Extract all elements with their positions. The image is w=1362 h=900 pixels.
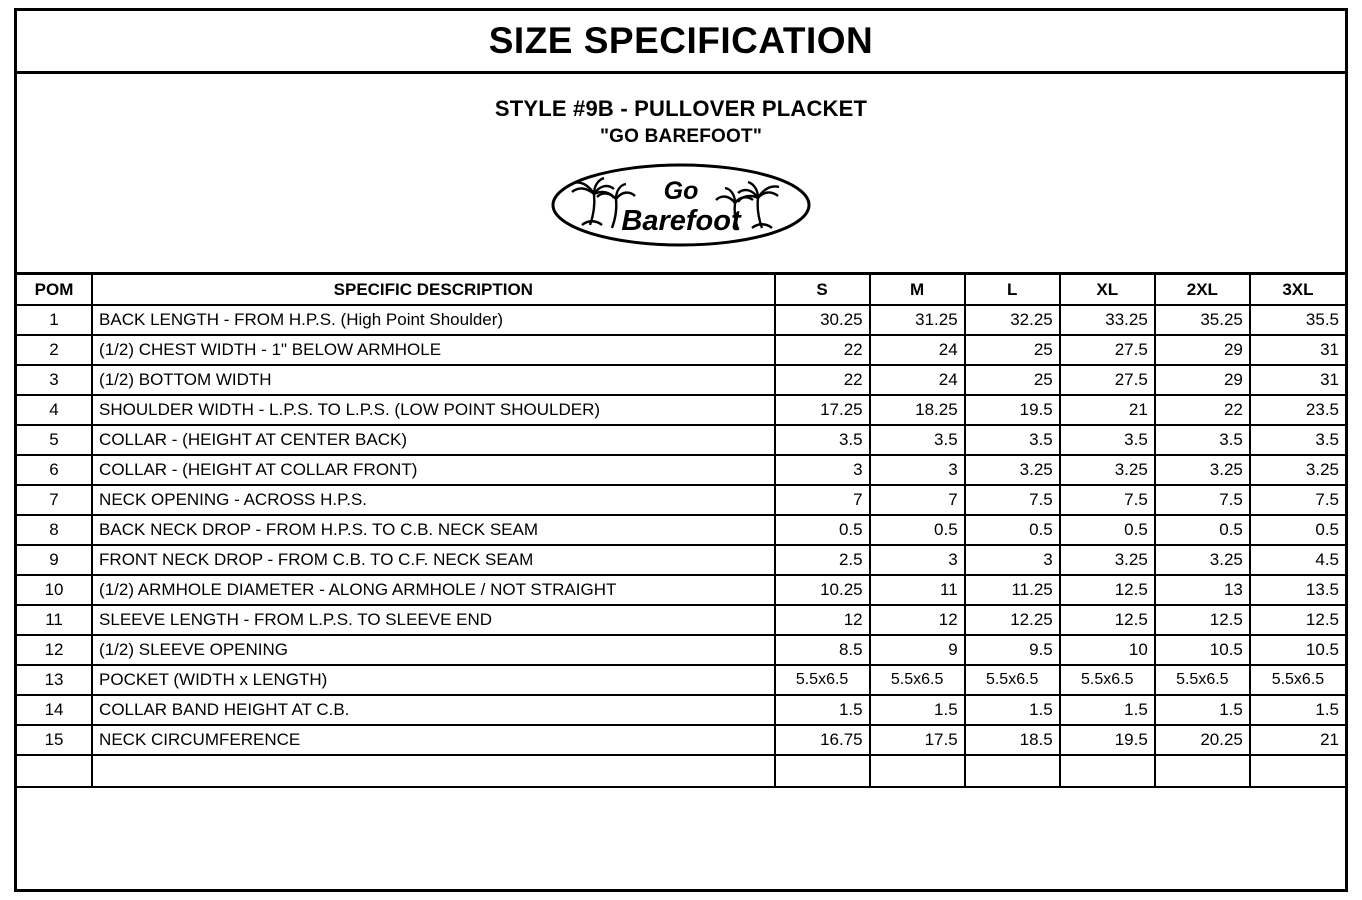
cell-size-l: 0.5 [965, 515, 1060, 545]
cell-pom: 3 [17, 365, 92, 395]
cell-description: BACK LENGTH - FROM H.P.S. (High Point Shoulder) [92, 305, 775, 335]
cell-description: SLEEVE LENGTH - FROM L.P.S. TO SLEEVE END [92, 605, 775, 635]
cell-size-3xl: 10.5 [1250, 635, 1345, 665]
cell-size-l: 3.5 [965, 425, 1060, 455]
table-row [17, 635, 1345, 665]
cell-size-2xl: 1.5 [1155, 695, 1250, 725]
header-size-m: M [870, 275, 965, 305]
cell-size-xl: 1.5 [1060, 695, 1155, 725]
cell-size-3xl: 7.5 [1250, 485, 1345, 515]
cell-size-s: 3.5 [775, 425, 870, 455]
cell-size-s: 0.5 [775, 515, 870, 545]
table-row [17, 365, 1345, 395]
table-row [17, 755, 1345, 787]
cell-size-m: 11 [870, 575, 965, 605]
style-name: STYLE #9B - PULLOVER PLACKET [494, 96, 868, 121]
cell-size-m: 12 [870, 605, 965, 635]
cell-size-m: 3 [870, 545, 965, 575]
cell-size-s: 3 [775, 455, 870, 485]
cell-size-m: 18.25 [870, 395, 965, 425]
cell-size-xl: 0.5 [1060, 515, 1155, 545]
cell-size-l: 1.5 [965, 695, 1060, 725]
table-row [17, 305, 1345, 335]
cell-description: NECK OPENING - ACROSS H.P.S. [92, 485, 775, 515]
cell-description: SHOULDER WIDTH - L.P.S. TO L.P.S. (LOW POINT SHOULDER) [92, 395, 775, 425]
table-row [17, 665, 1345, 695]
cell-size-m: 0.5 [870, 515, 965, 545]
cell-pom: 11 [17, 605, 92, 635]
cell-size-3xl: 21 [1250, 725, 1345, 755]
spec-sheet [14, 8, 1348, 892]
cell-size-s: 10.25 [775, 575, 870, 605]
table-row [17, 425, 1345, 455]
cell-size-l [965, 755, 1060, 787]
table-row [17, 605, 1345, 635]
table-row [17, 575, 1345, 605]
cell-size-3xl: 3.25 [1250, 455, 1345, 485]
table-row [17, 725, 1345, 755]
cell-size-2xl: 3.25 [1155, 455, 1250, 485]
cell-pom: 8 [17, 515, 92, 545]
cell-size-xl: 21 [1060, 395, 1155, 425]
cell-description: NECK CIRCUMFERENCE [92, 725, 775, 755]
cell-size-s: 8.5 [775, 635, 870, 665]
cell-size-2xl: 13 [1155, 575, 1250, 605]
header-size-xl: XL [1060, 275, 1155, 305]
cell-description: COLLAR BAND HEIGHT AT C.B. [92, 695, 775, 725]
cell-size-m: 1.5 [870, 695, 965, 725]
cell-description: (1/2) CHEST WIDTH - 1" BELOW ARMHOLE [92, 335, 775, 365]
size-spec-table [17, 275, 1345, 788]
cell-size-xl: 10 [1060, 635, 1155, 665]
cell-size-3xl: 13.5 [1250, 575, 1345, 605]
cell-size-2xl: 29 [1155, 335, 1250, 365]
cell-pom: 14 [17, 695, 92, 725]
cell-size-l: 3.25 [965, 455, 1060, 485]
cell-size-2xl: 7.5 [1155, 485, 1250, 515]
table-row [17, 695, 1345, 725]
cell-size-m [870, 755, 965, 787]
cell-description: BACK NECK DROP - FROM H.P.S. TO C.B. NECK SEAM [92, 515, 775, 545]
logo-text-top: Go [663, 177, 699, 205]
header-size-l: L [965, 275, 1060, 305]
table-row [17, 545, 1345, 575]
cell-size-l: 3 [965, 545, 1060, 575]
table-row [17, 515, 1345, 545]
cell-size-3xl: 23.5 [1250, 395, 1345, 425]
cell-size-3xl: 12.5 [1250, 605, 1345, 635]
cell-size-xl: 3.25 [1060, 455, 1155, 485]
cell-size-s: 17.25 [775, 395, 870, 425]
cell-size-m: 24 [870, 365, 965, 395]
cell-size-s: 5.5x6.5 [775, 665, 870, 695]
title-row [17, 11, 1345, 74]
cell-pom: 13 [17, 665, 92, 695]
cell-pom: 6 [17, 455, 92, 485]
cell-size-s [775, 755, 870, 787]
cell-size-m: 5.5x6.5 [870, 665, 965, 695]
cell-size-s: 22 [775, 365, 870, 395]
cell-size-s: 2.5 [775, 545, 870, 575]
table-row [17, 335, 1345, 365]
cell-size-3xl: 4.5 [1250, 545, 1345, 575]
cell-size-2xl: 22 [1155, 395, 1250, 425]
cell-size-xl: 5.5x6.5 [1060, 665, 1155, 695]
cell-size-l: 11.25 [965, 575, 1060, 605]
header-size-2xl: 2XL [1155, 275, 1250, 305]
cell-size-2xl: 29 [1155, 365, 1250, 395]
header-pom: POM [17, 275, 92, 305]
cell-size-l: 9.5 [965, 635, 1060, 665]
cell-size-l: 25 [965, 365, 1060, 395]
cell-size-l: 19.5 [965, 395, 1060, 425]
cell-size-3xl: 31 [1250, 365, 1345, 395]
cell-size-2xl: 3.25 [1155, 545, 1250, 575]
cell-size-s: 7 [775, 485, 870, 515]
cell-description: FRONT NECK DROP - FROM C.B. TO C.F. NECK SEAM [92, 545, 775, 575]
cell-size-xl: 12.5 [1060, 605, 1155, 635]
cell-pom: 15 [17, 725, 92, 755]
cell-size-3xl [1250, 755, 1345, 787]
cell-size-2xl: 0.5 [1155, 515, 1250, 545]
go-barefoot-logo-icon [550, 162, 812, 248]
cell-description: (1/2) BOTTOM WIDTH [92, 365, 775, 395]
cell-size-3xl: 5.5x6.5 [1250, 665, 1345, 695]
header-size-3xl: 3XL [1250, 275, 1345, 305]
header-description: SPECIFIC DESCRIPTION [92, 275, 775, 305]
cell-size-m: 31.25 [870, 305, 965, 335]
cell-size-xl: 3.5 [1060, 425, 1155, 455]
cell-pom: 7 [17, 485, 92, 515]
cell-size-2xl: 20.25 [1155, 725, 1250, 755]
cell-size-3xl: 1.5 [1250, 695, 1345, 725]
cell-size-s: 22 [775, 335, 870, 365]
cell-size-m: 7 [870, 485, 965, 515]
cell-size-xl [1060, 755, 1155, 787]
page-title: SIZE SPECIFICATION [488, 20, 874, 61]
cell-size-s: 30.25 [775, 305, 870, 335]
style-header-block [17, 74, 1345, 275]
cell-size-s: 1.5 [775, 695, 870, 725]
cell-size-xl: 3.25 [1060, 545, 1155, 575]
table-header-row [17, 275, 1345, 305]
cell-size-3xl: 31 [1250, 335, 1345, 365]
cell-size-s: 16.75 [775, 725, 870, 755]
cell-size-2xl [1155, 755, 1250, 787]
cell-size-3xl: 35.5 [1250, 305, 1345, 335]
cell-size-3xl: 0.5 [1250, 515, 1345, 545]
header-size-s: S [775, 275, 870, 305]
table-row [17, 395, 1345, 425]
cell-size-2xl: 3.5 [1155, 425, 1250, 455]
cell-pom: 1 [17, 305, 92, 335]
spec-table-container [17, 275, 1345, 889]
cell-description: (1/2) ARMHOLE DIAMETER - ALONG ARMHOLE / NOT STRAIGHT [92, 575, 775, 605]
cell-size-l: 5.5x6.5 [965, 665, 1060, 695]
cell-size-xl: 7.5 [1060, 485, 1155, 515]
table-row [17, 455, 1345, 485]
cell-size-l: 18.5 [965, 725, 1060, 755]
cell-description: (1/2) SLEEVE OPENING [92, 635, 775, 665]
brand-logo [550, 162, 812, 248]
cell-size-3xl: 3.5 [1250, 425, 1345, 455]
cell-size-2xl: 10.5 [1155, 635, 1250, 665]
cell-size-l: 7.5 [965, 485, 1060, 515]
cell-size-xl: 27.5 [1060, 335, 1155, 365]
cell-description: POCKET (WIDTH x LENGTH) [92, 665, 775, 695]
cell-description [92, 755, 775, 787]
cell-size-l: 32.25 [965, 305, 1060, 335]
cell-size-m: 17.5 [870, 725, 965, 755]
cell-size-xl: 27.5 [1060, 365, 1155, 395]
cell-pom: 5 [17, 425, 92, 455]
cell-pom: 9 [17, 545, 92, 575]
cell-size-m: 3 [870, 455, 965, 485]
cell-pom: 2 [17, 335, 92, 365]
cell-size-2xl: 5.5x6.5 [1155, 665, 1250, 695]
cell-size-xl: 19.5 [1060, 725, 1155, 755]
cell-size-xl: 12.5 [1060, 575, 1155, 605]
cell-description: COLLAR - (HEIGHT AT CENTER BACK) [92, 425, 775, 455]
cell-size-2xl: 12.5 [1155, 605, 1250, 635]
cell-size-m: 24 [870, 335, 965, 365]
cell-size-m: 9 [870, 635, 965, 665]
logo-text-bottom: Barefoot [621, 205, 741, 237]
brand-name: "GO BAREFOOT" [599, 126, 763, 147]
cell-pom: 10 [17, 575, 92, 605]
cell-pom: 12 [17, 635, 92, 665]
table-row [17, 485, 1345, 515]
cell-size-2xl: 35.25 [1155, 305, 1250, 335]
cell-description: COLLAR - (HEIGHT AT COLLAR FRONT) [92, 455, 775, 485]
cell-pom [17, 755, 92, 787]
cell-size-xl: 33.25 [1060, 305, 1155, 335]
cell-size-m: 3.5 [870, 425, 965, 455]
cell-size-s: 12 [775, 605, 870, 635]
cell-size-l: 12.25 [965, 605, 1060, 635]
cell-pom: 4 [17, 395, 92, 425]
cell-size-l: 25 [965, 335, 1060, 365]
